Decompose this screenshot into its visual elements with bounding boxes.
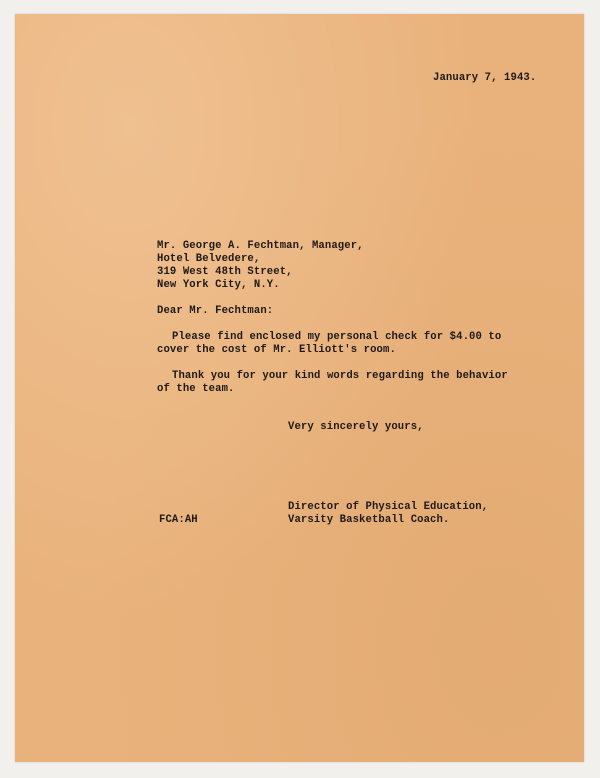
letter-page	[15, 14, 584, 762]
paragraph-two-line-two: of the team.	[157, 383, 235, 395]
closing: Very sincerely yours,	[288, 421, 424, 433]
recipient-city-line: New York City, N.Y.	[157, 279, 280, 291]
recipient-hotel-line: Hotel Belvedere,	[157, 253, 261, 265]
paragraph-two-line-one: Thank you for your kind words regarding the behavior	[172, 370, 508, 382]
paragraph-one-line-two: cover the cost of Mr. Elliott's room.	[157, 344, 396, 356]
paragraph-one-line-one: Please find enclosed my personal check for $4.00 to	[172, 331, 502, 343]
signatory-title-line-one: Director of Physical Education,	[288, 501, 489, 513]
letter-date: January 7, 1943.	[433, 72, 537, 84]
recipient-name-line: Mr. George A. Fechtman, Manager,	[157, 240, 364, 252]
recipient-street-line: 319 West 48th Street,	[157, 266, 293, 278]
reference-initials: FCA:AH	[159, 514, 198, 526]
salutation: Dear Mr. Fechtman:	[157, 305, 274, 317]
signatory-title-line-two: Varsity Basketball Coach.	[288, 514, 450, 526]
